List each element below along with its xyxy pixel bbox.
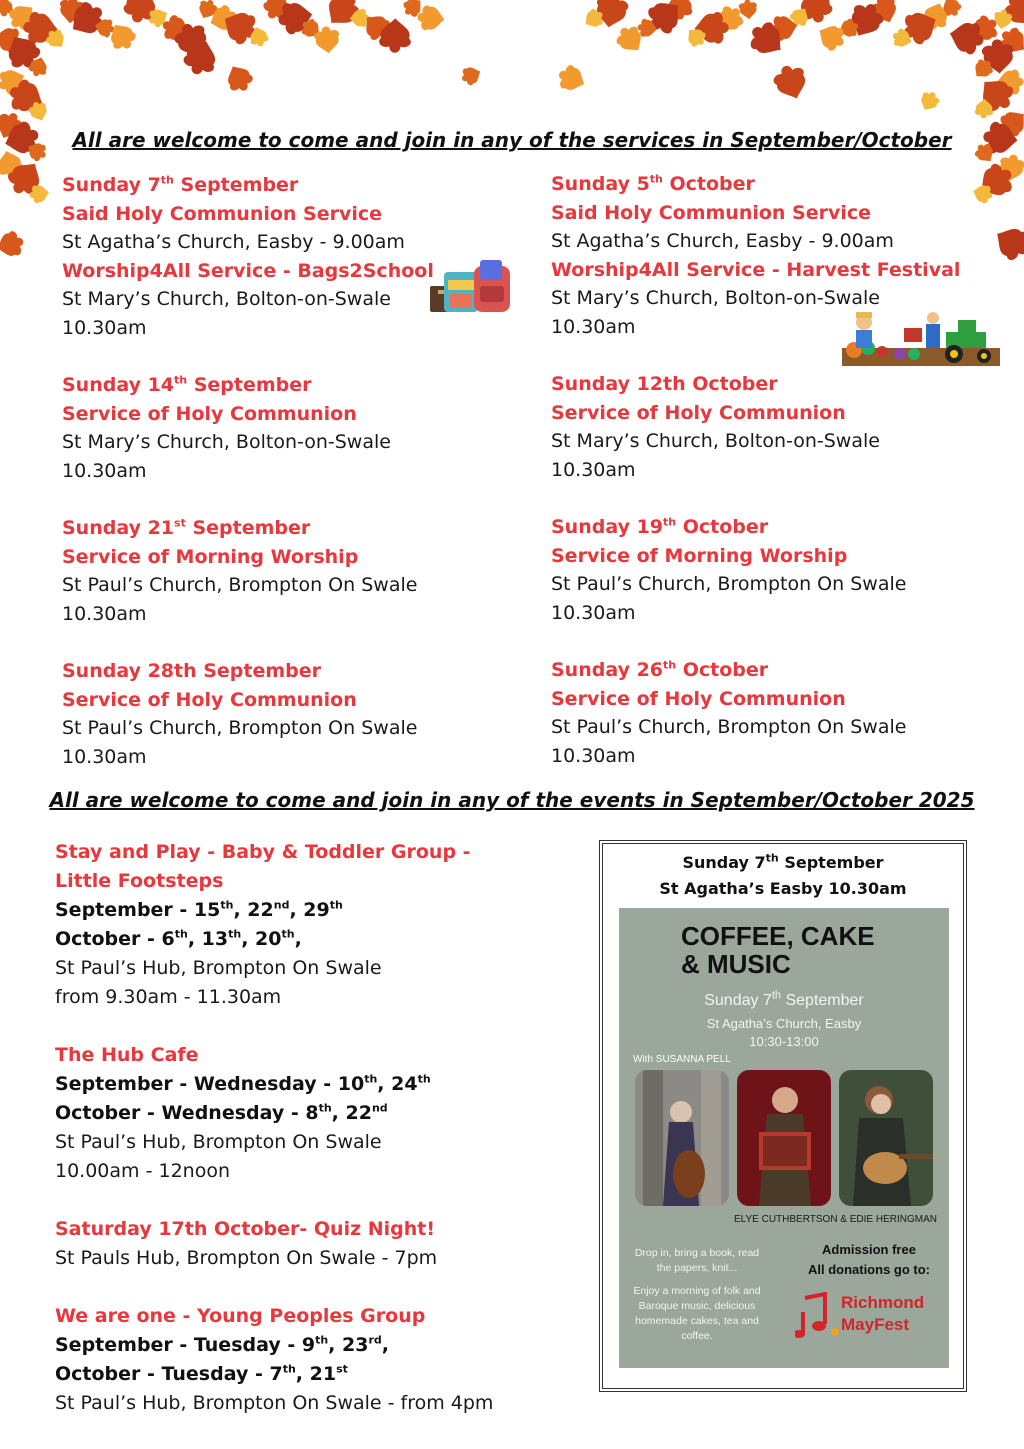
service-name: Service of Morning Worship	[551, 544, 848, 567]
service-detail: St Paul’s Church, Brompton On Swale	[62, 717, 418, 739]
flyer-artists: ELYE CUTHBERTSON & EDIE HERINGMAN	[734, 1214, 937, 1225]
service-detail: St Mary’s Church, Bolton-on-Swale	[62, 288, 391, 310]
young-peoples-venue: St Paul’s Hub, Brompton On Swale - from 4pm	[55, 1392, 494, 1414]
service-date-heading: Sunday 12th October	[551, 373, 778, 395]
richmond-mayfest-logo	[795, 1286, 945, 1346]
flyer-admission: Admission free All donations go to:	[807, 1242, 931, 1277]
poster-header-venue: St Agatha’s Easby 10.30am	[659, 879, 907, 898]
hub-cafe-venue: St Paul’s Hub, Brompton On Swale	[55, 1131, 382, 1153]
service-name: Said Holy Communion Service	[62, 202, 383, 225]
school-bags-illustration	[430, 256, 514, 316]
hub-cafe-time: 10.00am - 12noon	[55, 1160, 230, 1182]
poster-header	[603, 850, 963, 902]
flyer-with-performer: With SUSANNA PELL	[633, 1054, 731, 1065]
service-name: Service of Holy Communion	[62, 688, 357, 711]
mayfest-logo-text: Richmond MayFest	[841, 1293, 925, 1334]
flyer-description: Drop in, bring a book, read the papers, knit... Enjoy a morning of folk and Baroque music, delicious homemade cakes, tea and coffee.	[633, 1247, 761, 1342]
service-detail: St Agatha’s Church, Easby - 9.00am	[551, 230, 894, 252]
coffee-cake-music-poster	[599, 840, 967, 1392]
service-detail: St Paul’s Church, Brompton On Swale	[62, 574, 418, 596]
stay-play-time: from 9.30am - 11.30am	[55, 986, 282, 1008]
accordion-player-photo	[737, 1070, 831, 1206]
service-detail: 10.30am	[62, 745, 147, 768]
service-detail: St Mary’s Church, Bolton-on-Swale	[62, 431, 391, 453]
hub-cafe-october-dates: October - Wednesday - 8th, 22nd	[55, 1101, 388, 1124]
service-date-heading: Sunday 26th October	[551, 658, 769, 681]
service-date-heading: Sunday 21st September	[62, 516, 311, 539]
guitarist-photo	[839, 1070, 933, 1206]
harvest-farm-illustration	[842, 310, 1000, 366]
quiz-night-title: Saturday 17th October- Quiz Night!	[55, 1218, 436, 1240]
september-services-column	[62, 171, 434, 771]
service-detail: St Paul’s Church, Brompton On Swale	[551, 573, 907, 595]
service-detail: St Agatha’s Church, Easby - 9.00am	[62, 231, 405, 253]
service-detail: 10.30am	[62, 316, 147, 339]
service-name: Service of Morning Worship	[62, 545, 359, 568]
music-notes-icon	[795, 1292, 841, 1340]
service-detail: 10.30am	[551, 601, 636, 624]
service-name: Service of Holy Communion	[551, 401, 846, 424]
service-date-heading: Sunday 7th September	[62, 173, 299, 196]
young-peoples-october-dates: October - Tuesday - 7th, 21st	[55, 1362, 348, 1385]
services-heading: All are welcome to come and join in any of the services in September/October	[72, 128, 952, 152]
service-detail: 10.30am	[551, 458, 636, 481]
service-detail: St Mary’s Church, Bolton-on-Swale	[551, 287, 880, 309]
stay-play-title-2: Little Footsteps	[55, 870, 224, 892]
service-name: Service of Holy Communion	[551, 687, 846, 710]
october-services-column	[551, 170, 960, 770]
stay-play-october-dates: October - 6th, 13th, 20th,	[55, 927, 302, 950]
young-peoples-title: We are one - Young Peoples Group	[55, 1305, 426, 1327]
poster-flyer	[619, 908, 949, 1368]
flyer-venue: St Agatha’s Church, Easby	[706, 1016, 862, 1031]
events-heading: All are welcome to come and join in any of the events in September/October 2025	[49, 788, 975, 812]
service-name: Worship4All Service - Bags2School	[62, 259, 434, 282]
service-detail: 10.30am	[551, 744, 636, 767]
service-name: Service of Holy Communion	[62, 402, 357, 425]
service-detail: St Paul’s Church, Brompton On Swale	[551, 716, 907, 738]
service-detail: 10.30am	[62, 459, 147, 482]
events-column	[55, 838, 493, 1418]
cellist-photo	[635, 1070, 729, 1206]
poster-header-date: Sunday 7th September	[682, 851, 884, 872]
service-date-heading: Sunday 5th October	[551, 172, 755, 195]
service-name: Said Holy Communion Service	[551, 201, 872, 224]
hub-cafe-title: The Hub Cafe	[55, 1044, 199, 1066]
stay-play-venue: St Paul’s Hub, Brompton On Swale	[55, 957, 382, 979]
service-detail: 10.30am	[62, 602, 147, 625]
flyer-title: COFFEE, CAKE & MUSIC	[681, 921, 875, 979]
young-peoples-september-dates: September - Tuesday - 9th, 23rd,	[55, 1333, 389, 1356]
flyer-time: 10:30-13:00	[749, 1034, 819, 1049]
service-date-heading: Sunday 14th September	[62, 373, 312, 396]
service-date-heading: Sunday 28th September	[62, 660, 322, 682]
stay-play-september-dates: September - 15th, 22nd, 29th	[55, 898, 343, 921]
service-detail: St Mary’s Church, Bolton-on-Swale	[551, 430, 880, 452]
quiz-night-venue: St Pauls Hub, Brompton On Swale - 7pm	[55, 1247, 438, 1269]
service-date-heading: Sunday 19th October	[551, 515, 769, 538]
service-name: Worship4All Service - Harvest Festival	[551, 258, 961, 281]
hub-cafe-september-dates: September - Wednesday - 10th, 24th	[55, 1072, 431, 1095]
flyer-date: Sunday 7th September	[704, 989, 864, 1009]
stay-play-title-1: Stay and Play - Baby & Toddler Group -	[55, 841, 471, 863]
service-detail: 10.30am	[551, 315, 636, 338]
